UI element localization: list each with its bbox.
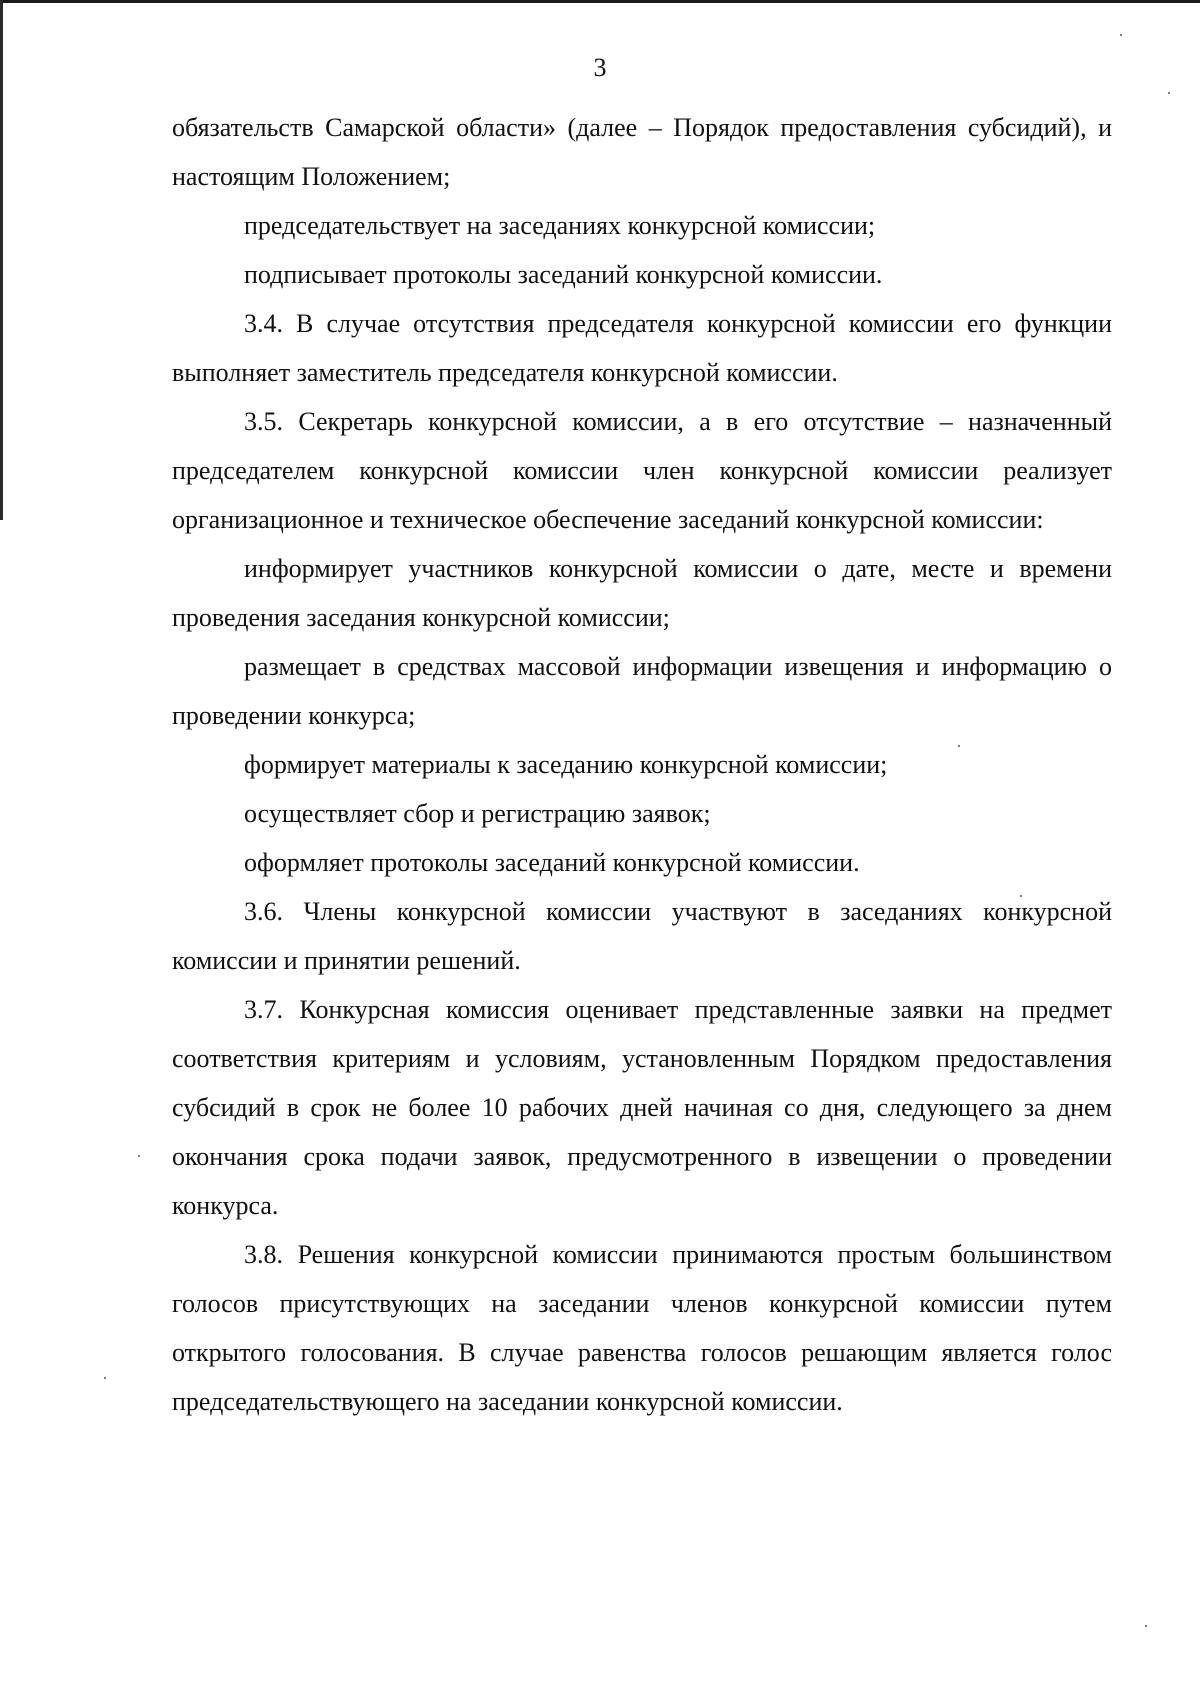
scan-speck bbox=[1120, 34, 1122, 36]
paragraph-draws-protocols: оформляет протоколы заседаний конкурсной комиссии. bbox=[244, 848, 860, 877]
paragraph-3-7: 3.7. Конкурсная комиссия оценивает представленные заявки на предмет соответствия критериям и условиям, установленным Порядком предоставления субсидий в срок не более 10 рабочих дней начиная со дня, следующего за днем окончания срока подачи заявок, предусмотренного в извещении о проведении конкурса. bbox=[172, 995, 1112, 1220]
paragraph-publishes-notices: размещает в средствах массовой информации извещения и информацию о проведении конкурса; bbox=[172, 652, 1112, 730]
scan-speck bbox=[958, 745, 960, 747]
paragraph-signs-protocols: подписывает протоколы заседаний конкурсной комиссии. bbox=[244, 260, 883, 289]
scan-speck bbox=[138, 1155, 140, 1157]
paragraph-collects-applications: осуществляет сбор и регистрацию заявок; bbox=[244, 799, 711, 828]
paragraph-3-5: 3.5. Секретарь конкурсной комиссии, а в его отсутствие – назначенный председателем конкурсной комиссии член конкурсной комиссии реализует организационное и техническое обеспечение заседаний конкурсной комиссии: bbox=[172, 407, 1112, 534]
scan-speck bbox=[104, 1377, 106, 1379]
document-body bbox=[172, 103, 1112, 1426]
paragraph-3-4: 3.4. В случае отсутствия председателя конкурсной комиссии его функции выполняет заместитель председателя конкурсной комиссии. bbox=[172, 309, 1112, 387]
scan-speck bbox=[1020, 895, 1022, 897]
page-number: 3 bbox=[593, 53, 607, 82]
scan-speck bbox=[1168, 92, 1170, 94]
scan-speck bbox=[1145, 1625, 1147, 1627]
paragraph-forms-materials: формирует материалы к заседанию конкурсной комиссии; bbox=[244, 750, 888, 779]
paragraph-3-8: 3.8. Решения конкурсной комиссии принимаются простым большинством голосов присутствующих на заседании членов конкурсной комиссии путем открытого голосования. В случае равенства голосов решающим является голос председательствующего на заседании конкурсной комиссии. bbox=[172, 1240, 1112, 1416]
paragraph-3-6: 3.6. Члены конкурсной комиссии участвуют в заседаниях конкурсной комиссии и принятии решений. bbox=[172, 897, 1112, 975]
paragraph-continuation: обязательств Самарской области» (далее – Порядок предоставления субсидий), и настоящим Положением; bbox=[172, 113, 1112, 191]
paragraph-informs-participants: информирует участников конкурсной комиссии о дате, месте и времени проведения заседания конкурсной комиссии; bbox=[172, 554, 1112, 632]
paragraph-chairs-meetings: председательствует на заседаниях конкурсной комиссии; bbox=[244, 211, 876, 240]
scan-top-edge bbox=[0, 0, 1200, 3]
